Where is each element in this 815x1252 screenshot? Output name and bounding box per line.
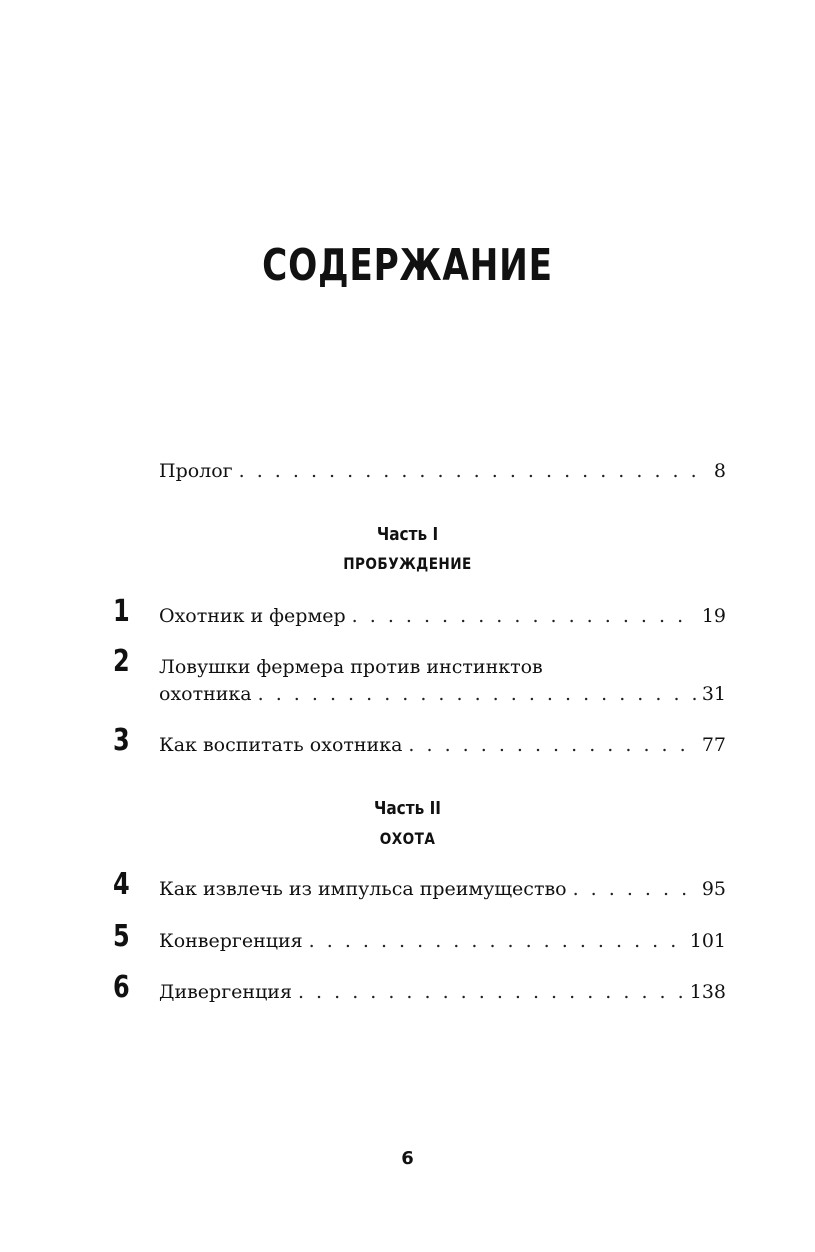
toc-page-number: 95 <box>701 878 726 900</box>
part-label: Часть I <box>376 524 439 545</box>
chapter-number: 2 <box>113 644 130 679</box>
leader-dots <box>239 458 708 484</box>
chapter-number: 4 <box>113 867 130 902</box>
page-number-footer: 6 <box>401 1148 414 1169</box>
part-title: ОХОТА <box>379 829 436 848</box>
toc-page-number: 77 <box>701 734 726 756</box>
toc-page-number: 31 <box>701 683 726 705</box>
toc-entry-label: Как извлечь из импульса преимущество <box>159 878 567 900</box>
leader-dots <box>408 732 695 758</box>
toc-page-number: 101 <box>689 930 726 952</box>
toc-entry-chapter-5[interactable] <box>159 928 726 954</box>
toc-entry-label: Конвергенция <box>159 930 303 952</box>
toc-page-number: 8 <box>713 460 726 482</box>
toc-entry-label: Пролог <box>159 460 233 482</box>
leader-dots <box>298 979 684 1005</box>
leader-dots <box>573 876 696 902</box>
part-title: ПРОБУЖДЕНИЕ <box>343 554 472 573</box>
page-title: СОДЕРЖАНИЕ <box>262 240 553 291</box>
toc-entry-label: Дивергенция <box>159 981 292 1003</box>
leader-dots <box>258 681 696 707</box>
toc-page-number: 19 <box>701 605 726 627</box>
toc-entry-chapter-3[interactable] <box>159 732 726 758</box>
toc-entry-chapter-4[interactable] <box>159 876 726 902</box>
leader-dots <box>352 603 696 629</box>
chapter-number: 6 <box>113 970 130 1005</box>
toc-entry-label: охотника <box>159 683 252 705</box>
chapter-number: 5 <box>113 919 130 954</box>
toc-entry-chapter-1[interactable] <box>159 603 726 629</box>
toc-entry-prologue[interactable] <box>159 458 726 484</box>
toc-page-number: 138 <box>689 981 726 1003</box>
leader-dots <box>309 928 684 954</box>
toc-entry-label-line1[interactable]: Ловушки фермера против инстинктов <box>159 656 543 678</box>
toc-entry-label: Как воспитать охотника <box>159 734 403 756</box>
chapter-number: 1 <box>113 594 130 629</box>
chapter-number: 3 <box>113 723 130 758</box>
toc-entry-label: Охотник и фермер <box>159 605 346 627</box>
part-label: Часть II <box>373 798 442 819</box>
toc-entry-chapter-2[interactable] <box>159 681 726 707</box>
toc-entry-chapter-6[interactable] <box>159 979 726 1005</box>
